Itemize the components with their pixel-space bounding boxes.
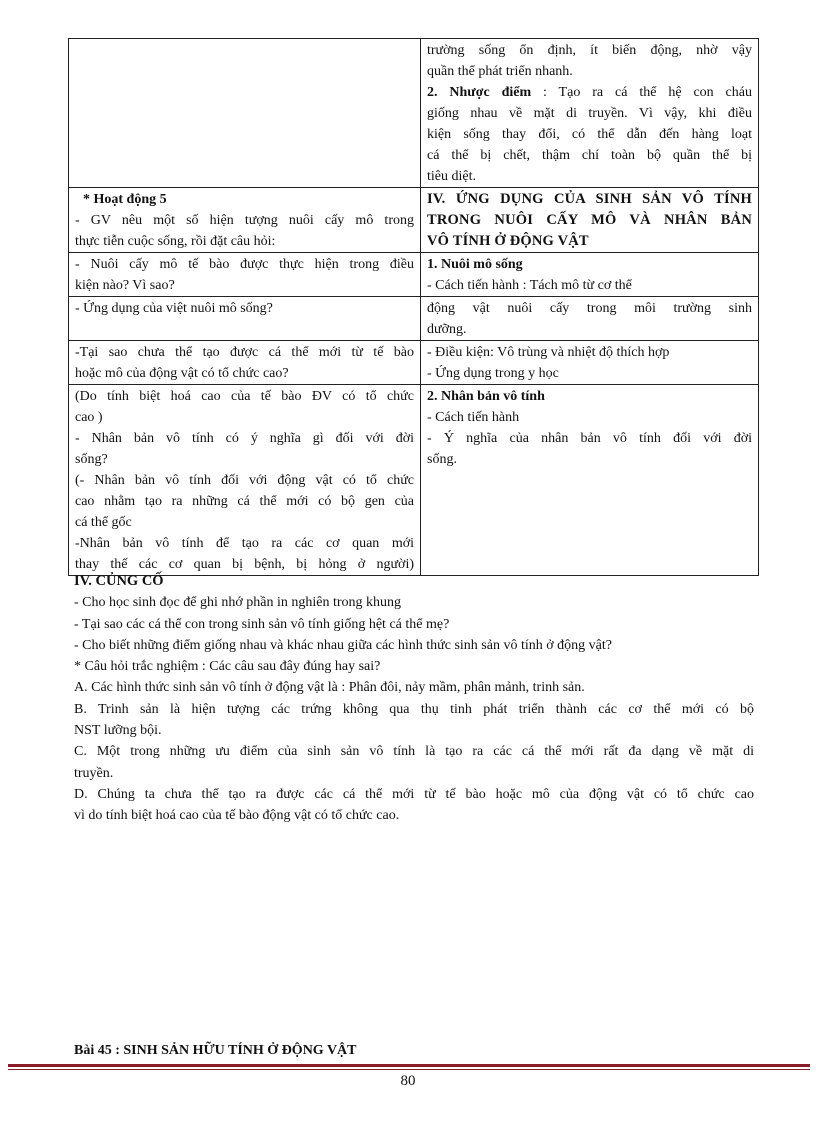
cell-text-line: kiện sống thay đổi, có thể dẫn đến hàng loạt [427,127,752,142]
table-cell-right [421,341,759,385]
section-line: truyền. [74,765,114,781]
table-cell-left [69,385,421,576]
table-cell-right [421,253,759,297]
activity-title: * Hoạt động 5 [83,192,167,207]
table-cell-right [421,297,759,341]
cell-text-line: cá thể bị chết, thậm chí toàn bộ quần thể bị [427,148,752,163]
table-cell-left [69,253,421,297]
cell-text-line: - Nuôi cấy mô tế bào được thực hiện trong điều [75,257,414,272]
table-cell-right [421,385,759,576]
nhuoc-diem-line [427,82,752,103]
cell-text-line: tiêu diệt. [427,169,476,184]
table-cell-right [421,39,759,188]
cell-text-line: - Ý nghĩa của nhân bản vô tính đối với đời [427,431,752,446]
table-cell-left [69,188,421,253]
section-line: D. Chúng ta chưa thể tạo ra được các cá thể mới từ tế bào hoặc mô của động vật có tổ chức cao [74,786,754,802]
lesson-table [68,38,759,576]
cell-text-line: động vật nuôi cấy trong môi trường sinh [427,301,752,316]
section-line: - Cho biết những điểm giống nhau và khác nhau giữa các hình thức sinh sản vô tính ở động vật? [74,637,612,653]
next-lesson-title: Bài 45 : SINH SẢN HỮU TÍNH Ở ĐỘNG VẬT [74,1043,357,1058]
nhuoc-diem-text: : Tạo ra cá thể hệ con cháu [531,85,752,100]
cell-text-line: (Do tính biệt hoá cao của tế bào ĐV có tổ chức [75,389,414,404]
table-row [69,188,759,253]
cell-text-line: - Ứng dụng trong y học [427,366,559,381]
table-cell-right [421,188,759,253]
cell-text-line: - Cách tiến hành [427,410,520,425]
section-line: NST lưỡng bội. [74,723,162,739]
section-heading-line: IV. ỨNG DỤNG CỦA SINH SẢN VÔ TÍNH [427,191,752,207]
section-line: A. Các hình thức sinh sản vô tính ở động vật là : Phân đôi, nảy mầm, phân mảnh, trinh sản. [74,680,585,696]
cell-text-line: (- Nhân bản vô tính đối với động vật có tổ chức [75,473,414,488]
section-line: C. Một trong những ưu điểm của sinh sản vô tính là tạo ra các cá thể mới rất đa dạng về mặt di [74,744,754,760]
section-line: vì do tính biệt hoá cao của tế bào động vật có tổ chức cao. [74,808,400,824]
table-cell-left [69,39,421,188]
cell-text-line: trường sống ổn định, ít biến động, nhờ vậy [427,43,752,58]
cell-text-line: - GV nêu một số hiện tượng nuôi cấy mô trong [75,213,414,228]
table-row [69,253,759,297]
table-row [69,297,759,341]
table-cell-left [69,341,421,385]
cell-text-line: -Nhân bản vô tính để tạo ra các cơ quan mới [75,536,414,551]
cell-text-line: - Điều kiện: Vô trùng và nhiệt độ thích hợp [427,345,670,360]
cell-text-line: hoặc mô của động vật có tổ chức cao? [75,366,289,381]
section-line: * Câu hỏi trắc nghiệm : Các câu sau đây đúng hay sai? [74,659,381,675]
cell-text-line: cao ) [75,410,103,425]
cell-text-line: giống nhau về mặt di truyền. Vì vậy, khi điều [427,106,752,121]
page-number: 80 [400,1073,416,1089]
cell-text-line: cao nhằm tạo ra những cá thể mới có bộ gen của [75,494,414,509]
cell-text-line: quần thể phát triển nhanh. [427,64,573,79]
subheading: 2. Nhân bản vô tính [427,389,545,404]
section-heading-line: TRONG NUÔI CẤY MÔ VÀ NHÂN BẢN [427,212,752,228]
cell-text-line: cá thể gốc [75,515,132,530]
cell-text-line: sống. [427,452,457,467]
cell-text-line: - Nhân bản vô tính có ý nghĩa gì đối với đời [75,431,414,446]
section-heading-line: VÔ TÍNH Ở ĐỘNG VẬT [427,233,589,249]
cell-text-line: dưỡng. [427,322,467,337]
section-line: - Cho học sinh đọc để ghi nhớ phần in nghiên trong khung [74,595,402,611]
section-line: B. Trinh sản là hiện tượng các trứng không qua thụ tinh phát triển thành các cơ thể mới có bộ [74,701,754,717]
nhuoc-diem-label: 2. Nhược điểm [427,85,532,100]
cell-text-line: - Cách tiến hành : Tách mô từ cơ thể [427,278,632,293]
consolidation-section [74,571,754,827]
cell-text-line: kiện nào? Vì sao? [75,278,175,293]
cell-text-line: thực tiễn cuộc sống, rồi đặt câu hỏi: [75,234,276,249]
footer-rule-thin [8,1069,810,1070]
section-title: IV. CỦNG CỐ [74,573,164,589]
section-line: - Tại sao các cá thể con trong sinh sản vô tính giống hệt cá thể mẹ? [74,616,450,632]
table-row [69,341,759,385]
footer-rule-thick [8,1064,810,1067]
subheading: 1. Nuôi mô sống [427,257,523,272]
table-row [69,39,759,188]
cell-text-line: thay thế các cơ quan bị bệnh, bị hỏng ở người) [75,557,414,572]
cell-text-line: sống? [75,452,108,467]
cell-text-line: - Ứng dụng của việt nuôi mô sống? [75,301,273,316]
table-row [69,385,759,576]
cell-text-line: -Tại sao chưa thể tạo được cá thể mới từ tế bào [75,345,414,360]
table-cell-left [69,297,421,341]
